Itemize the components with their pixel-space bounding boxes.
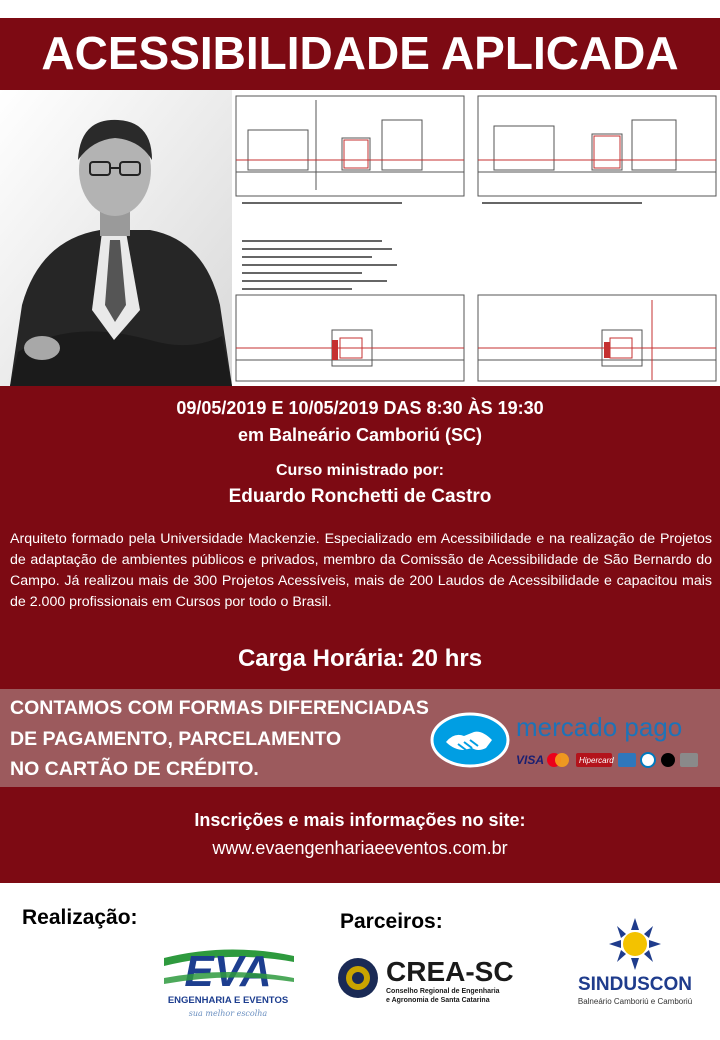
event-dates: 09/05/2019 E 10/05/2019 DAS 8:30 ÀS 19:30 [176,398,544,418]
architectural-plans-image [232,90,720,386]
svg-text:Balneário Camboriú e Camboriú: Balneário Camboriú e Camboriú [577,997,693,1006]
registration-section [0,787,720,883]
parceiros-label: Parceiros: [340,910,443,933]
mercado-pago-logo [430,700,702,780]
event-city: em Balneário Camboriú (SC) [237,425,483,445]
svg-text:sua melhor escolha: sua melhor escolha [188,1009,268,1018]
realizacao-label: Realização: [22,906,138,929]
course-by-label: Curso ministrado por: [275,462,444,479]
svg-text:EVA: EVA [184,947,272,996]
svg-text:SINDUSCON: SINDUSCON [577,974,693,995]
crea-sc-logo [336,950,536,1006]
svg-text:Conselho Regional de Engenhari: Conselho Regional de Engenharia [386,988,500,995]
payment-line-3: NO CARTÃO DE CRÉDITO. [10,758,259,780]
svg-text:ENGENHARIA E EVENTOS: ENGENHARIA E EVENTOS [167,995,289,1006]
svg-text:VISA: VISA [516,753,545,767]
sinduscon-logo [560,916,710,1012]
svg-text:CREA-SC: CREA-SC [386,956,514,987]
instructor-name: Eduardo Ronchetti de Castro [228,486,492,507]
payment-line-2: DE PAGAMENTO, PARCELAMENTO [10,728,342,750]
mercado-pago-wordmark: mercado pago [516,712,683,742]
card-brand-icons [516,753,698,767]
instructor-photo [0,90,232,386]
registration-title: Inscrições e mais informações no site: [194,810,526,830]
registration-site-link[interactable]: www.evaengenhariaeeventos.com.br [212,838,508,858]
svg-text:e Agronomia de Santa Catarina: e Agronomia de Santa Catarina [386,997,490,1004]
workload: Carga Horária: 20 hrs [237,645,483,672]
svg-text:Hipercard: Hipercard [579,756,614,765]
payment-line-1: CONTAMOS COM FORMAS DIFERENCIADAS [10,697,429,719]
eva-logo [158,930,298,1022]
instructor-bio: Arquiteto formado pela Universidade Mackenzie. Especializado em Acessibilidade e na realização de Projetos de adaptação de ambientes públicos e privados, membro da Comissão de Acessibilidade de São Bernardo do Campo. Já realizou mais de 300 Projetos Acessíveis, mais de 200 Laudos de Acessibilidade e capacitou mais de 2.000 profissionais em Cursos por todo o Brasil. [10,531,712,610]
page-title: ACESSIBILIDADE APLICADA [41,27,679,79]
